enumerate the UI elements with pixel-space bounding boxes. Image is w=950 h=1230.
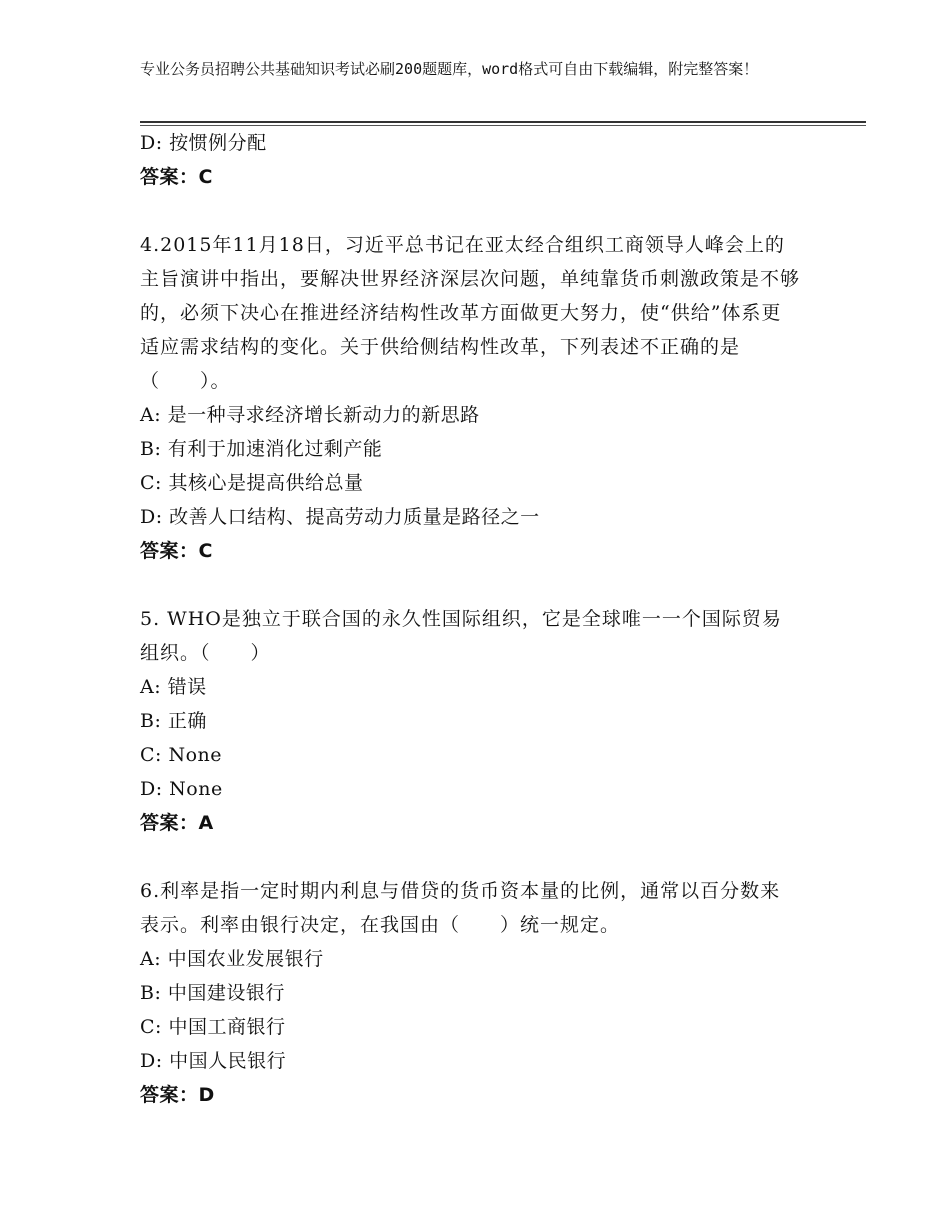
header-rule: [140, 121, 866, 123]
option-a: A: 中国农业发展银行: [140, 948, 324, 970]
answer: 答案：C: [140, 540, 213, 562]
answer: 答案：D: [140, 1084, 215, 1106]
answer: 答案：A: [140, 812, 214, 834]
option-a: A: 错误: [140, 676, 207, 698]
option-d: D: None: [140, 778, 223, 800]
question-5: [140, 602, 810, 840]
spacer: [140, 568, 810, 602]
question-6: [140, 874, 810, 1112]
option-c: C: 其核心是提高供给总量: [140, 472, 364, 494]
spacer: [140, 840, 810, 874]
option-b: B: 中国建设银行: [140, 982, 285, 1004]
document-body: [140, 126, 810, 1112]
question-stem: 4.2015年11月18日，习近平总书记在亚太经合组织工商领导人峰会上的主旨演讲中指出，要解决世界经济深层次问题，单纯靠货币刺激政策是不够的，必须下决心在推进经济结构性改革方面做更大努力，使“供给”体系更适应需求结构的变化。关于供给侧结构性改革，下列表述不正确的是（ ）。: [140, 234, 801, 392]
option-c: C: None: [140, 744, 223, 766]
option-c: C: 中国工商银行: [140, 1016, 286, 1038]
option-b: B: 正确: [140, 710, 207, 732]
page-header: 专业公务员招聘公共基础知识考试必刷200题题库，word格式可自由下载编辑，附完整答案！: [140, 60, 759, 78]
option-b: B: 有利于加速消化过剩产能: [140, 438, 383, 460]
option-a: A: 是一种寻求经济增长新动力的新思路: [140, 404, 480, 426]
prev-answer: 答案：C: [140, 166, 213, 188]
question-stem: 6.利率是指一定时期内利息与借贷的货币资本量的比例，通常以百分数来表示。利率由银行决定，在我国由（ ）统一规定。: [140, 880, 781, 936]
option-d: D: 中国人民银行: [140, 1050, 287, 1072]
spacer: [140, 194, 810, 228]
prev-option-d: D: 按惯例分配: [140, 132, 267, 154]
option-d: D: 改善人口结构、提高劳动力质量是路径之一: [140, 506, 540, 528]
question-4: [140, 228, 810, 568]
question-stem: 5. WHO是独立于联合国的永久性国际组织，它是全球唯一一个国际贸易组织。（ ）: [140, 608, 782, 664]
